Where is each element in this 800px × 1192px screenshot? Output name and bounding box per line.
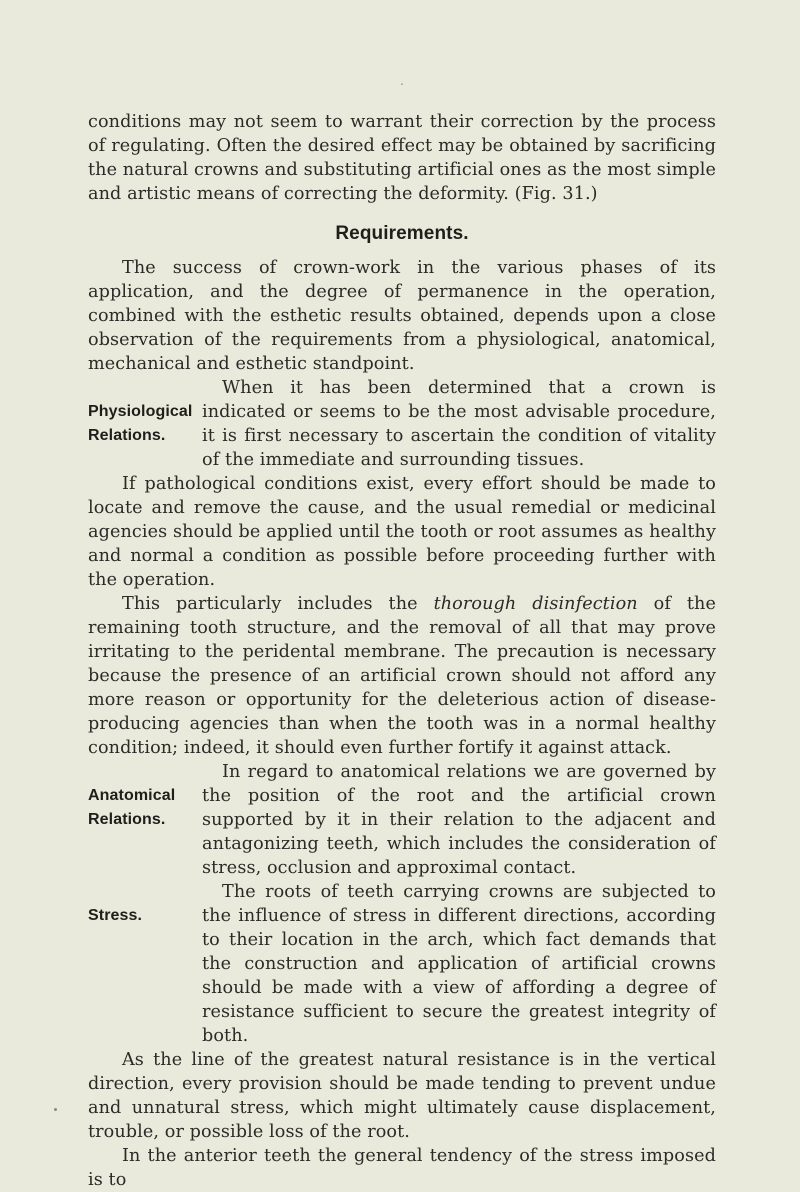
- speck: [54, 1108, 57, 1111]
- stress-paragraph: [202, 880, 716, 1048]
- line-paragraph: As the line of the greatest natural resistance is in the vertical direction, every provision should be made tending to prevent undue and unnatural stress, which might ultimately cause displacement, trouble, or possible loss of the root.: [88, 1050, 716, 1142]
- sidenote-line: Stress.: [88, 907, 143, 924]
- stress-sidenote: [88, 880, 202, 1048]
- includes-paragraph: [88, 592, 716, 760]
- sidenote-line: Anatomical: [88, 787, 176, 804]
- sidenote-line: Relations.: [88, 427, 166, 444]
- physiological-section: [88, 376, 716, 472]
- pathological-paragraph: If pathological conditions exist, every effort should be made to locate and remove the cause, and the usual remedial or medicinal agencies should be applied until the tooth or root assumes as healthy and normal a condition as possible before proceeding further with the operation.: [88, 474, 716, 590]
- success-paragraph: The success of crown-work in the various phases of its application, and the degree of permanence in the operation, combined with the esthetic results obtained, depends upon a close observation of the requirements from a physiological, anatomical, mechanical and esthetic standpoint.: [88, 258, 716, 374]
- anatomical-sidenote: [88, 760, 202, 880]
- intro-paragraph: conditions may not seem to warrant their correction by the process of regulating. Often the desired effect may be obtained by sacrificing the natural crowns and substituting artificial ones as the most simple and artistic means of correcting the deformity. (Fig. 31.): [88, 112, 716, 204]
- sidenote-line: Relations.: [88, 811, 166, 828]
- anatomical-paragraph: [202, 760, 716, 880]
- section-heading: Requirements.: [335, 223, 469, 244]
- sidenote-line: Physiological: [88, 403, 193, 420]
- anterior-paragraph: In the anterior teeth the general tendency of the stress imposed is to: [88, 1146, 716, 1190]
- anatomical-section: [88, 760, 716, 880]
- anatomical-text: In regard to anatomical relations we are governed by the position of the root and the artificial crown supported by it in their relation to the adjacent and antagonizing teeth, which includes the consideration of stress, occlusion and approximal contact.: [202, 762, 716, 878]
- page-mark: .: [400, 74, 404, 88]
- includes-emphasis: thorough disinfection: [433, 594, 638, 614]
- includes-before: This particularly includes the: [122, 594, 418, 614]
- physiological-paragraph: [202, 376, 716, 472]
- includes-after: of the remaining tooth structure, and the removal of all that may prove irritating to the peridental membrane. The precaution is necessary because the presence of an artificial crown should not afford any more reason or opportunity for the deleterious action of disease-producing agencies than when the tooth was in a normal healthy condition; indeed, it should even further fortify it against attack.: [88, 594, 716, 758]
- stress-text: The roots of teeth carrying crowns are subjected to the influence of stress in different directions, according to their location in the arch, which fact demands that the construction and application of artificial crowns should be made with a view of affording a degree of resistance sufficient to secure the greatest integrity of both.: [202, 882, 716, 1046]
- physiological-text: When it has been determined that a crown is indicated or seems to be the most advisable procedure, it is first necessary to ascertain the condition of vitality of the immediate and surrounding tissues.: [202, 378, 716, 470]
- text-column: [88, 110, 716, 1192]
- stress-section: [88, 880, 716, 1048]
- physiological-sidenote: [88, 376, 202, 472]
